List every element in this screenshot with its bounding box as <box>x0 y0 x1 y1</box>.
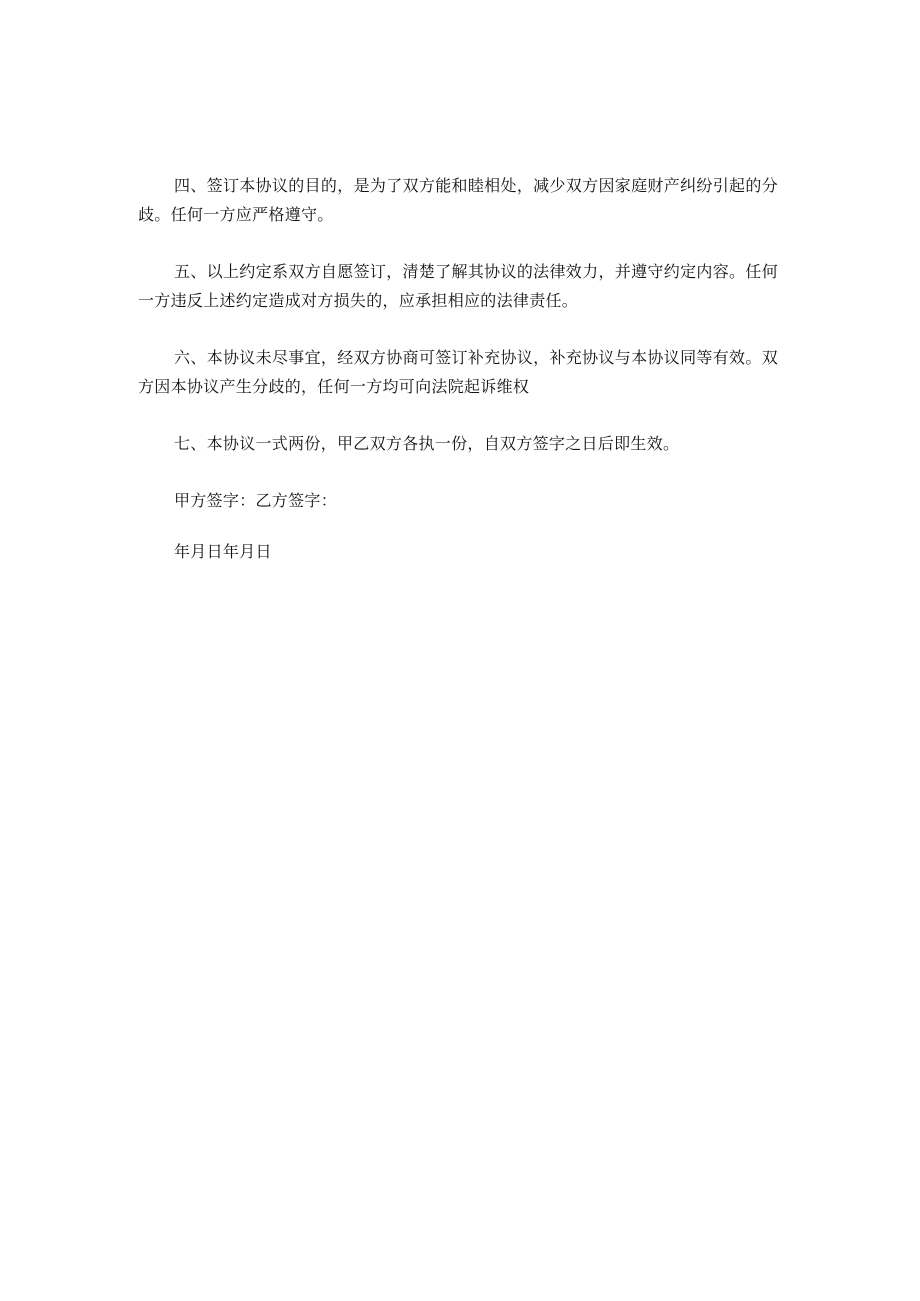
document-body <box>138 171 778 588</box>
clause-4: 四、签订本协议的目的，是为了双方能和睦相处，减少双方因家庭财产纠纷引起的分歧。任何一方应严格遵守。 <box>138 176 778 224</box>
clause-5: 五、以上约定系双方自愿签订，清楚了解其协议的法律效力，并遵守约定内容。任何一方违反上述约定造成对方损失的，应承担相应的法律责任。 <box>138 262 778 310</box>
clause-6: 六、本协议未尽事宜，经双方协商可签订补充协议，补充协议与本协议同等有效。双方因本协议产生分歧的，任何一方均可向法院起诉维权 <box>138 348 778 396</box>
signature-line: 甲方签字：乙方签字： <box>174 491 338 510</box>
date-line: 年月日年月日 <box>174 542 272 561</box>
clause-7: 七、本协议一式两份，甲乙双方各执一份，自双方签字之日后即生效。 <box>174 434 680 453</box>
